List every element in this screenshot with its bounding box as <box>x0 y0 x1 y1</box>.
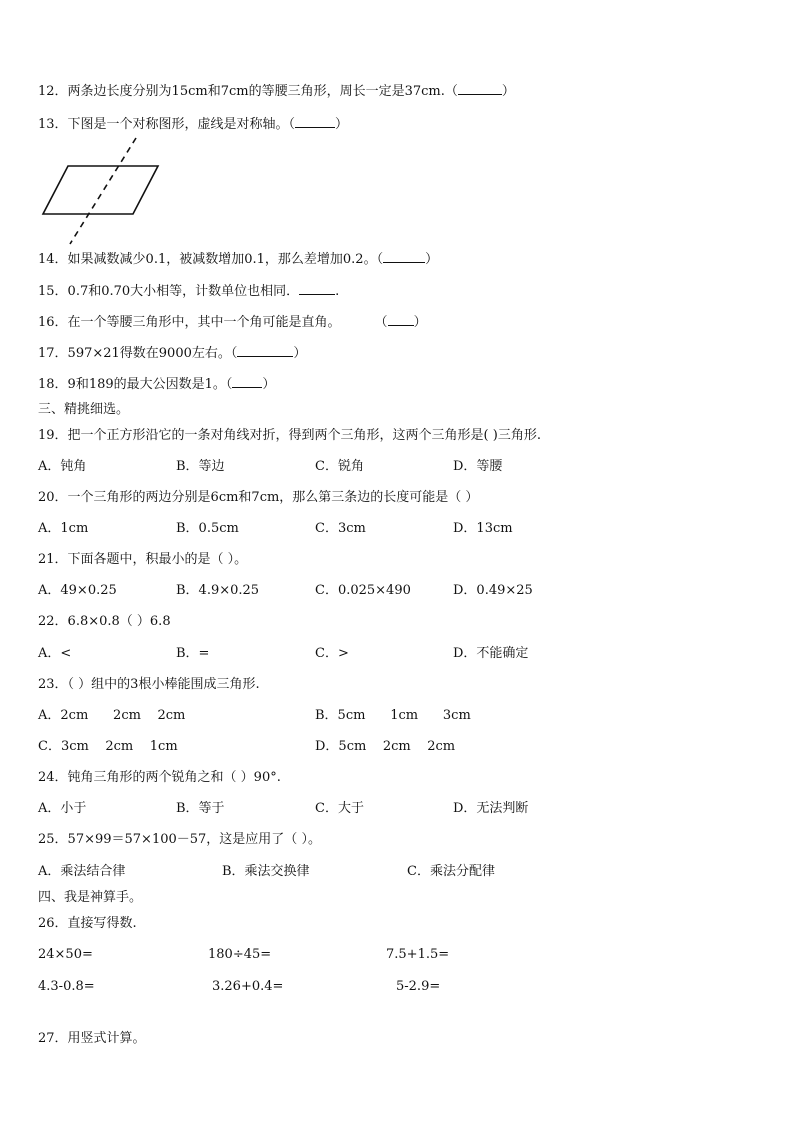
q24-option-d[interactable]: D．无法判断 <box>453 801 529 816</box>
calc-item-2: 180÷45= <box>208 947 272 962</box>
question-16-close: ） <box>413 315 427 330</box>
question-22-stem: 22．6.8×0.8（ ）6.8 <box>38 614 171 629</box>
answer-blank-16[interactable] <box>388 313 414 326</box>
question-17-text: 17．597×21得数在9000左右。（ <box>38 346 238 361</box>
question-14-close: ） <box>425 252 439 267</box>
answer-blank-17[interactable] <box>237 344 293 357</box>
q24-option-a[interactable]: A．小于 <box>38 801 87 816</box>
parallelogram-shape <box>43 166 158 214</box>
q19-option-a[interactable]: A．钝角 <box>38 459 87 474</box>
section-4-heading: 四、我是神算手。 <box>38 890 143 905</box>
answer-blank-15[interactable] <box>299 282 335 295</box>
dashed-axis-line <box>70 138 136 244</box>
q22-option-c[interactable]: C．> <box>315 646 349 661</box>
q22-option-a[interactable]: A．< <box>38 646 72 661</box>
q21-option-a[interactable]: A．49×0.25 <box>38 583 117 598</box>
calc-item-4: 4.3-0.8= <box>38 979 95 994</box>
q25-option-a[interactable]: A．乘法结合律 <box>38 864 126 879</box>
question-18-text: 18．9和189的最大公因数是1。（ <box>38 377 233 392</box>
q20-option-b[interactable]: B．0.5cm <box>176 521 239 536</box>
q24-option-c[interactable]: C．大于 <box>315 801 364 816</box>
question-15-close: . <box>335 284 340 299</box>
q23-option-b[interactable]: B．5cm 1cm 3cm <box>315 708 471 723</box>
q21-option-d[interactable]: D．0.49×25 <box>453 583 533 598</box>
question-15 <box>38 282 339 300</box>
answer-blank-14[interactable] <box>383 250 425 263</box>
q23-option-c[interactable]: C．3cm 2cm 1cm <box>38 739 178 754</box>
calc-item-6: 5-2.9= <box>396 979 441 994</box>
calc-item-3: 7.5+1.5= <box>386 947 450 962</box>
question-16-text: 16．在一个等腰三角形中，其中一个角可能是直角。 <box>38 315 341 330</box>
answer-blank-13[interactable] <box>295 115 335 128</box>
q23-option-a[interactable]: A．2cm 2cm 2cm <box>38 708 186 723</box>
question-14-text: 14．如果减数减少0.1，被减数增加0.1，那么差增加0.2。（ <box>38 252 384 267</box>
answer-blank-12[interactable] <box>458 82 502 95</box>
question-17-close: ） <box>293 346 307 361</box>
question-16 <box>38 313 427 331</box>
question-13-close: ） <box>335 117 349 132</box>
parallelogram-figure <box>38 136 168 246</box>
q22-option-b[interactable]: B．= <box>176 646 210 661</box>
q25-option-b[interactable]: B．乘法交换律 <box>222 864 310 879</box>
question-12 <box>38 82 515 100</box>
question-20-stem: 20．一个三角形的两边分别是6cm和7cm，那么第三条边的长度可能是（ ） <box>38 490 479 505</box>
q21-option-b[interactable]: B．4.9×0.25 <box>176 583 260 598</box>
q23-option-d[interactable]: D．5cm 2cm 2cm <box>315 739 456 754</box>
question-12-close: ） <box>501 84 515 99</box>
q19-option-d[interactable]: D．等腰 <box>453 459 503 474</box>
question-25-stem: 25．57×99＝57×100－57，这是应用了（ ）。 <box>38 832 321 847</box>
calc-item-5: 3.26+0.4= <box>212 979 284 994</box>
q21-option-c[interactable]: C．0.025×490 <box>315 583 411 598</box>
q22-option-d[interactable]: D．不能确定 <box>453 646 529 661</box>
question-15-text: 15．0.7和0.70大小相等，计数单位也相同． <box>38 284 300 299</box>
question-16-open: （ <box>374 315 388 330</box>
question-24-stem: 24．钝角三角形的两个锐角之和（ ）90°. <box>38 770 281 785</box>
calc-item-1: 24×50= <box>38 947 93 962</box>
q19-option-c[interactable]: C．锐角 <box>315 459 364 474</box>
question-21-stem: 21．下面各题中，积最小的是（ ）。 <box>38 552 248 567</box>
q20-option-d[interactable]: D．13cm <box>453 521 513 536</box>
question-12-text: 12．两条边长度分别为15cm和7cm的等腰三角形，周长一定是37cm.（ <box>38 84 458 99</box>
question-13 <box>38 115 348 133</box>
question-27-stem: 27．用竖式计算。 <box>38 1031 146 1046</box>
q25-option-c[interactable]: C．乘法分配律 <box>407 864 495 879</box>
question-17 <box>38 344 306 362</box>
section-3-heading: 三、精挑细选。 <box>38 402 130 417</box>
answer-blank-18[interactable] <box>232 375 262 388</box>
question-23-stem: 23．（ ）组中的3根小棒能围成三角形. <box>38 677 260 692</box>
question-18-close: ） <box>262 377 276 392</box>
question-13-text: 13．下图是一个对称图形，虚线是对称轴。（ <box>38 117 296 132</box>
question-19-stem: 19．把一个正方形沿它的一条对角线对折，得到两个三角形，这两个三角形是( )三角形. <box>38 428 541 443</box>
question-18 <box>38 375 275 393</box>
question-14 <box>38 250 438 268</box>
question-26-stem: 26．直接写得数. <box>38 916 137 931</box>
q19-option-b[interactable]: B．等边 <box>176 459 225 474</box>
q20-option-a[interactable]: A．1cm <box>38 521 89 536</box>
q24-option-b[interactable]: B．等于 <box>176 801 225 816</box>
q20-option-c[interactable]: C．3cm <box>315 521 366 536</box>
